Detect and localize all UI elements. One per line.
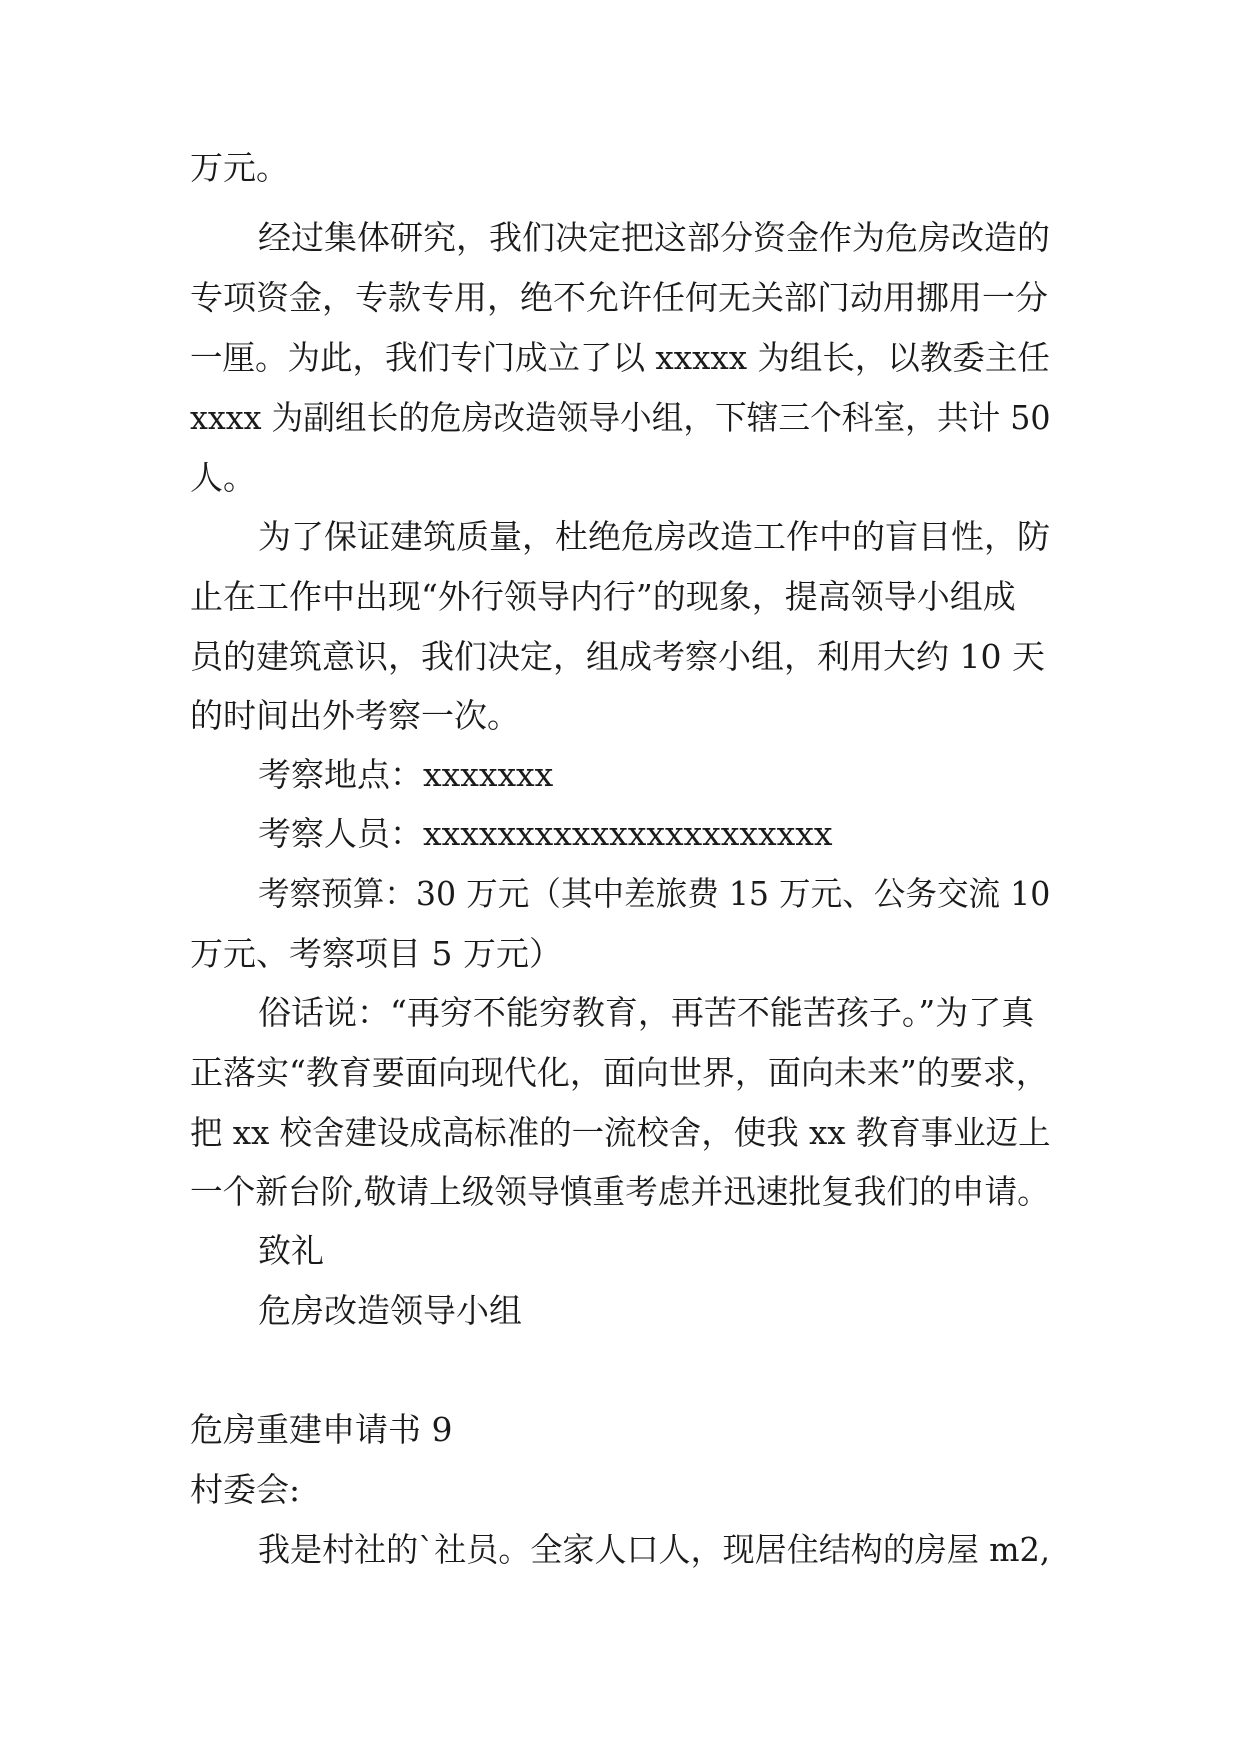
inspection-location: 考察地点：xxxxxxx [258,755,554,794]
text-line: xxxx 为副组长的危房改造领导小组，下辖三个科室，共计 50 [190,398,1051,437]
text-line: 止在工作中出现“外行领导内行”的现象，提高领导小组成 [190,577,1016,616]
text-line: 正落实“教育要面向现代化，面向世界，面向未来”的要求， [190,1053,1049,1092]
text-line: 把 xx 校舍建设成高标准的一流校舍，使我 xx 教育事业迈上 [190,1113,1051,1152]
section-title: 危房重建申请书 9 [190,1410,453,1449]
paragraph-line: 我是村社的`社员。全家人口人，现居住结构的房屋 m2, [258,1530,1051,1569]
text-line: 万元、考察项目 5 万元） [190,934,562,973]
recipient: 村委会: [190,1470,301,1509]
text-line: 的时间出外考察一次。 [190,696,520,735]
text-line: 万元。 [190,148,289,187]
closing-salutation: 致礼 [258,1231,324,1270]
text-line: 一厘。为此，我们专门成立了以 xxxxx 为组长，以教委主任 [190,338,1050,377]
text-line: 人。 [190,458,256,497]
text-line: 专项资金，专款专用，绝不允许任何无关部门动用挪用一分 [190,278,1048,317]
inspection-personnel: 考察人员：xxxxxxxxxxxxxxxxxxxxxx [258,814,833,853]
text-line: 员的建筑意识，我们决定，组成考察小组，利用大约 10 天 [190,637,1045,676]
paragraph-line: 经过集体研究，我们决定把这部分资金作为危房改造的 [258,218,1050,257]
signature: 危房改造领导小组 [258,1291,522,1330]
text-line: 一个新台阶,敬请上级领导慎重考虑并迅速批复我们的申请。 [190,1172,1050,1211]
paragraph-line: 为了保证建筑质量，杜绝危房改造工作中的盲目性，防 [258,517,1050,556]
paragraph-line: 俗话说：“再穷不能穷教育，再苦不能苦孩子。”为了真 [258,993,1035,1032]
inspection-budget: 考察预算：30 万元（其中差旅费 15 万元、公务交流 10 [258,874,1051,913]
